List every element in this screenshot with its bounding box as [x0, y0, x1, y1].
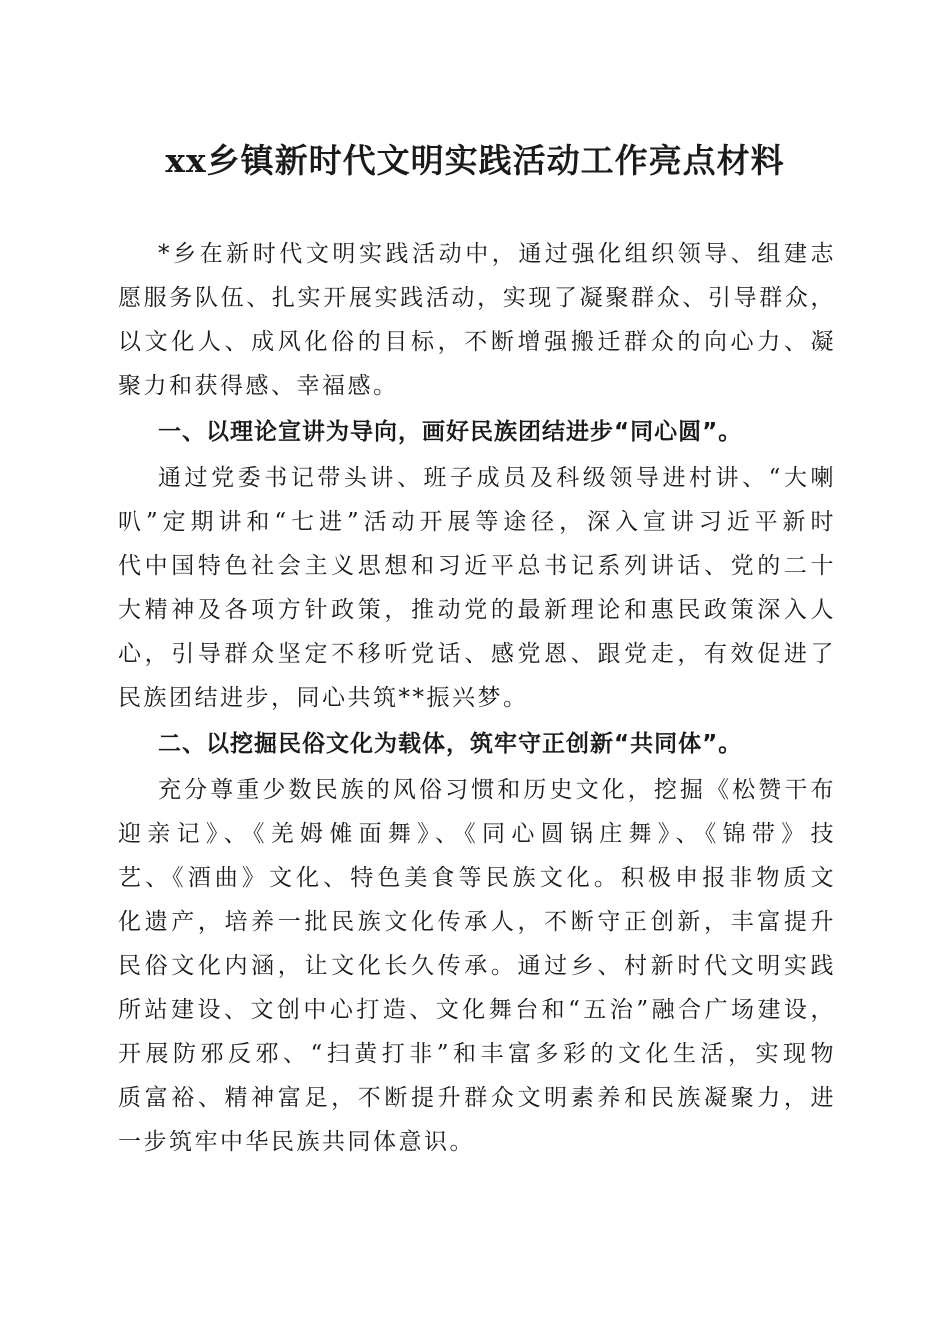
- paragraph-line: 叭”定期讲和“七进”活动开展等途径，深入宣讲习近平新时: [118, 509, 836, 535]
- paragraph-line: 充分尊重少数民族的风俗习惯和历史文化，挖掘《松赞干布: [158, 777, 836, 803]
- section-2-paragraph: [118, 768, 836, 1164]
- paragraph-line: 大精神及各项方针政策，推动党的最新理论和惠民政策深入人: [118, 597, 836, 623]
- section-heading-1: 一、以理论宣讲为导向，画好民族团结进步“同心圆”。: [158, 419, 743, 445]
- paragraph-line: 艺、《酒曲》文化、特色美食等民族文化。积极申报非物质文: [118, 865, 836, 891]
- paragraph-line: 以文化人、成风化俗的目标，不断增强搬迁群众的向心力、凝: [118, 329, 836, 355]
- paragraph-line: 民族团结进步，同心共筑**振兴梦。: [118, 685, 529, 711]
- paragraph-line: 愿服务队伍、扎实开展实践活动，实现了凝聚群众、引导群众，: [118, 285, 836, 311]
- paragraph-line: 化遗产，培养一批民族文化传承人，不断守正创新，丰富提升: [118, 909, 836, 935]
- document-title: xx乡镇新时代文明实践活动工作亮点材料: [165, 141, 785, 180]
- paragraph-line: 心，引导群众坚定不移听党话、感党恩、跟党走，有效促进了: [118, 641, 836, 667]
- paragraph-line: 民俗文化内涵，让文化长久传承。通过乡、村新时代文明实践: [118, 953, 836, 979]
- paragraph-line: 质富裕、精神富足，不断提升群众文明素养和民族凝聚力，进: [118, 1085, 836, 1111]
- section-1-paragraph: [118, 456, 836, 720]
- paragraph-line: *乡在新时代文明实践活动中，通过强化组织领导、组建志: [158, 241, 836, 267]
- paragraph-line: 一步筑牢中华民族共同体意识。: [118, 1129, 475, 1155]
- section-heading-2: 二、以挖掘民俗文化为载体，筑牢守正创新“共同体”。: [158, 731, 743, 757]
- paragraph-line: 开展防邪反邪、“扫黄打非”和丰富多彩的文化生活，实现物: [118, 1041, 836, 1067]
- paragraph-line: 迎亲记》、《羌姆傩面舞》、《同心圆锅庄舞》、《锦带》技: [118, 821, 836, 847]
- intro-paragraph: [118, 232, 836, 408]
- paragraph-line: 代中国特色社会主义思想和习近平总书记系列讲话、党的二十: [118, 553, 836, 579]
- document-body: [118, 232, 836, 1164]
- paragraph-line: 所站建设、文创中心打造、文化舞台和“五治”融合广场建设，: [118, 997, 836, 1023]
- paragraph-line: 聚力和获得感、幸福感。: [118, 373, 399, 399]
- paragraph-line: 通过党委书记带头讲、班子成员及科级领导进村讲、“大喇: [158, 465, 836, 491]
